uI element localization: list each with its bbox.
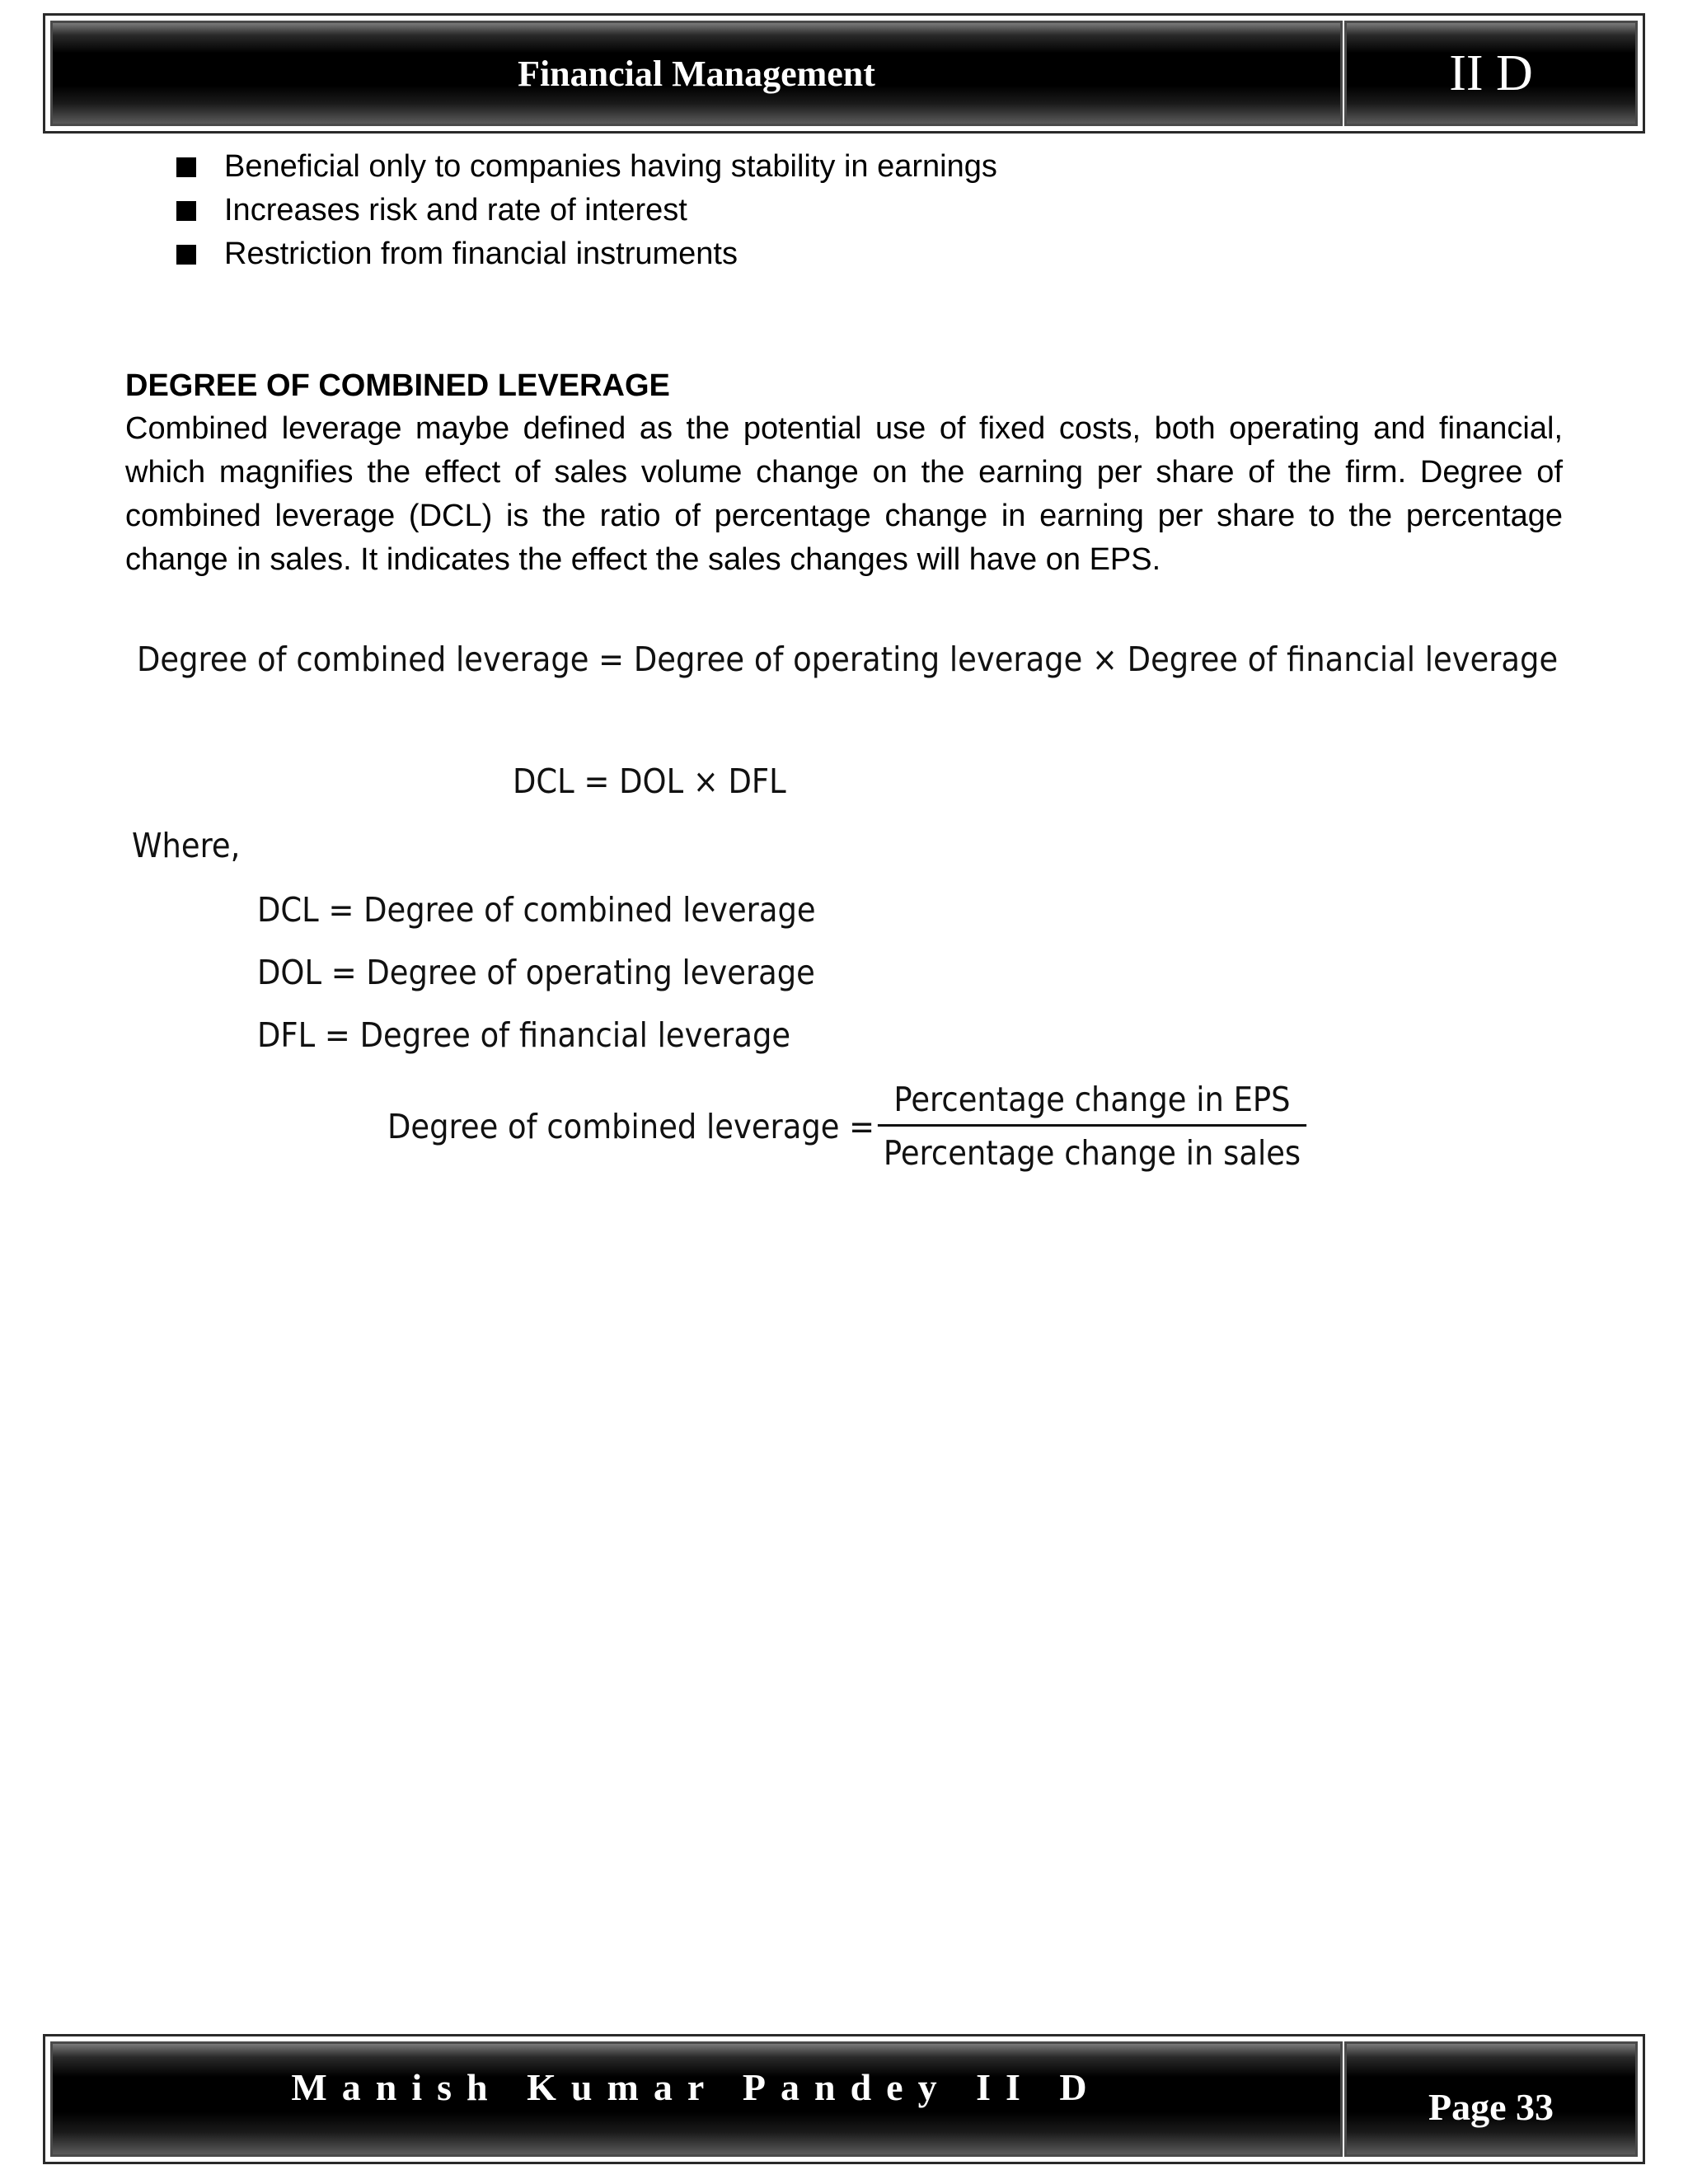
square-bullet-icon	[176, 157, 196, 177]
page-header	[43, 13, 1645, 134]
formula-combined-leverage: Degree of combined leverage = Degree of operating leverage × Degree of financial leverage	[137, 640, 1559, 679]
definition-dfl: DFL = Degree of financial leverage	[257, 1015, 791, 1055]
list-item-text: Beneficial only to companies having stability in earnings	[224, 149, 997, 184]
list-item	[176, 189, 997, 232]
list-item	[176, 145, 997, 189]
ratio-fraction	[878, 1080, 1307, 1173]
square-bullet-icon	[176, 201, 196, 221]
formula-ratio	[387, 1080, 1306, 1173]
definition-dol: DOL = Degree of operating leverage	[257, 953, 815, 992]
footer-author-bar	[50, 2041, 1343, 2157]
list-item-text: Restriction from financial instruments	[224, 237, 738, 271]
disadvantages-list	[176, 145, 997, 276]
section-heading: DEGREE OF COMBINED LEVERAGE	[125, 368, 670, 403]
square-bullet-icon	[176, 245, 196, 265]
page-footer	[43, 2034, 1645, 2164]
where-label: Where,	[132, 826, 241, 865]
definition-dcl: DCL = Degree of combined leverage	[257, 890, 816, 930]
formula-dcl: DCL = DOL × DFL	[513, 762, 786, 801]
footer-author: Manish Kumar Pandey II D	[291, 2066, 1102, 2108]
page-number: Page 33	[1428, 2085, 1554, 2128]
ratio-denominator: Percentage change in sales	[883, 1133, 1301, 1173]
header-tag-bar	[1344, 21, 1638, 126]
footer-page-bar	[1344, 2041, 1638, 2157]
header-title-bar	[50, 21, 1343, 126]
header-tag: II D	[1449, 45, 1533, 101]
section-paragraph: Combined leverage maybe defined as the potential use of fixed costs, both operating and financial, which magnifies the effect of sales volume change on the earning per share of the firm. Degree of combined leverage (DCL) is the ratio of percentage change in earning per share to the percentage change in sales. It indicates the effect the sales changes will have on EPS.	[125, 411, 1563, 577]
list-item	[176, 232, 997, 276]
header-title: Financial Management	[518, 53, 875, 94]
list-item-text: Increases risk and rate of interest	[224, 193, 687, 227]
ratio-lhs: Degree of combined leverage =	[387, 1106, 875, 1146]
ratio-numerator: Percentage change in EPS	[893, 1080, 1291, 1119]
